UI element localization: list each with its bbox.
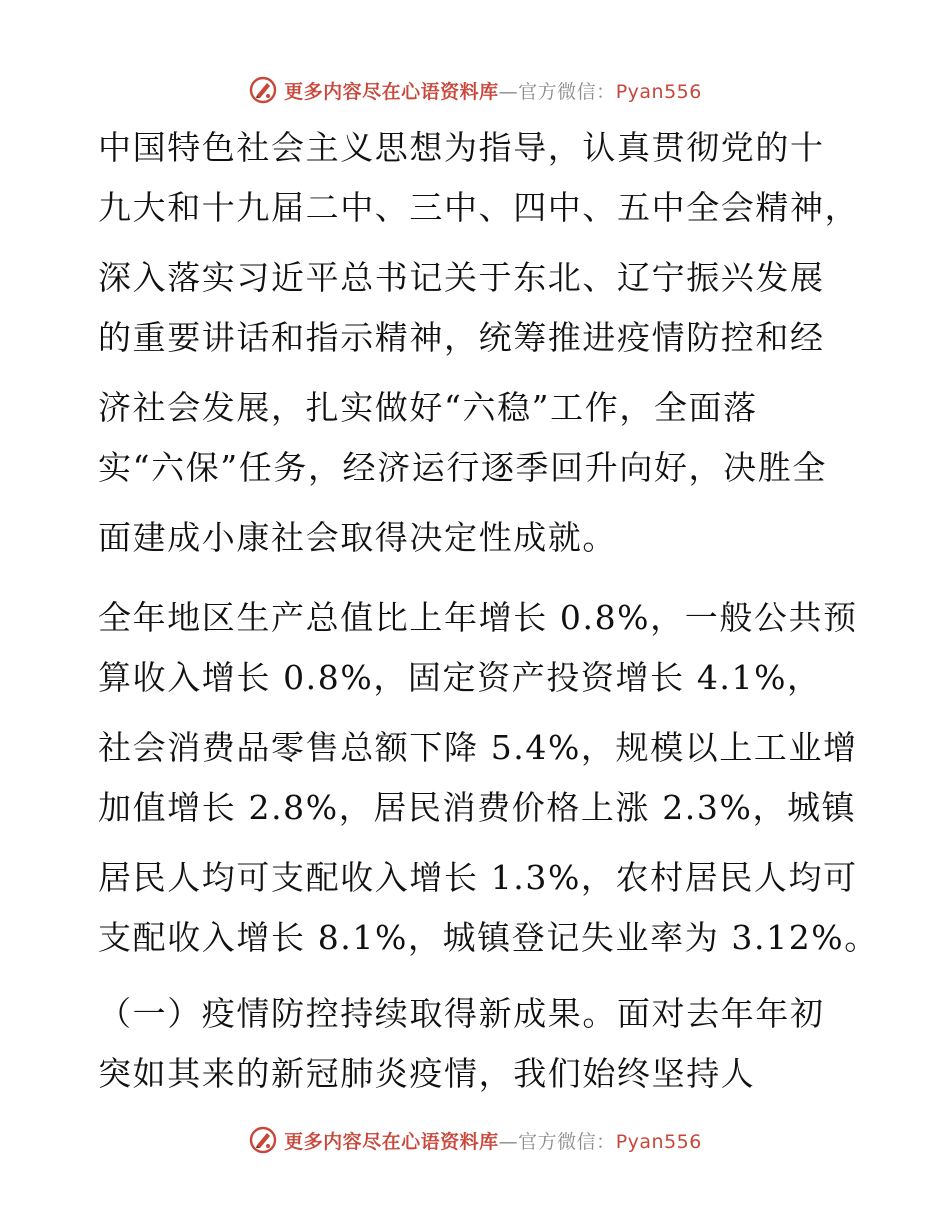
logo-icon [248,1125,278,1155]
watermark-label: 官方微信： [518,1130,616,1153]
text-line: 实“六保”任务，经济运行逐季回升向好，决胜全 [98,448,827,487]
text-line: 中国特色社会主义思想为指导，认真贯彻党的十 [98,128,825,167]
text-line: 深入落实习近平总书记关于东北、辽宁振兴发展 [98,258,825,297]
text-line: 居民人均可支配收入增长 1.3%，农村居民人均可 [98,858,858,897]
watermark-main: 更多内容尽在心语资料库 [284,80,499,103]
text-line: 社会消费品零售总额下降 5.4%，规模以上工业增 [98,728,858,767]
watermark-main: 更多内容尽在心语资料库 [284,1130,499,1153]
watermark-account: Pyan556 [615,1130,702,1153]
text-line: 济社会发展，扎实做好“六稳”工作，全面落 [98,388,758,427]
text-line: 全年地区生产总值比上年增长 0.8%，一般公共预 [98,598,858,637]
text-line: 突如其来的新冠肺炎疫情，我们始终坚持人 [98,1054,756,1093]
watermark-account: Pyan556 [615,80,702,103]
footer-watermark [0,1120,950,1160]
watermark-label: 官方微信： [518,80,616,103]
watermark-sep: — [498,80,519,103]
text-line: 面建成小康社会取得决定性成就。 [98,518,617,557]
watermark-sep: — [498,1130,519,1153]
text-line: 算收入增长 0.8%，固定资产投资增长 4.1%， [98,658,822,697]
text-line: 加值增长 2.8%，居民消费价格上涨 2.3%，城镇 [98,788,857,827]
text-line: （一）疫情防控持续取得新成果。面对去年年初 [98,994,825,1033]
text-line: 的重要讲话和指示精神，统筹推进疫情防控和经 [98,318,825,357]
text-line: 支配收入增长 8.1%，城镇登记失业率为 3.12%。 [98,918,879,957]
text-line: 九大和十九届二中、三中、四中、五中全会精神， [98,188,860,227]
